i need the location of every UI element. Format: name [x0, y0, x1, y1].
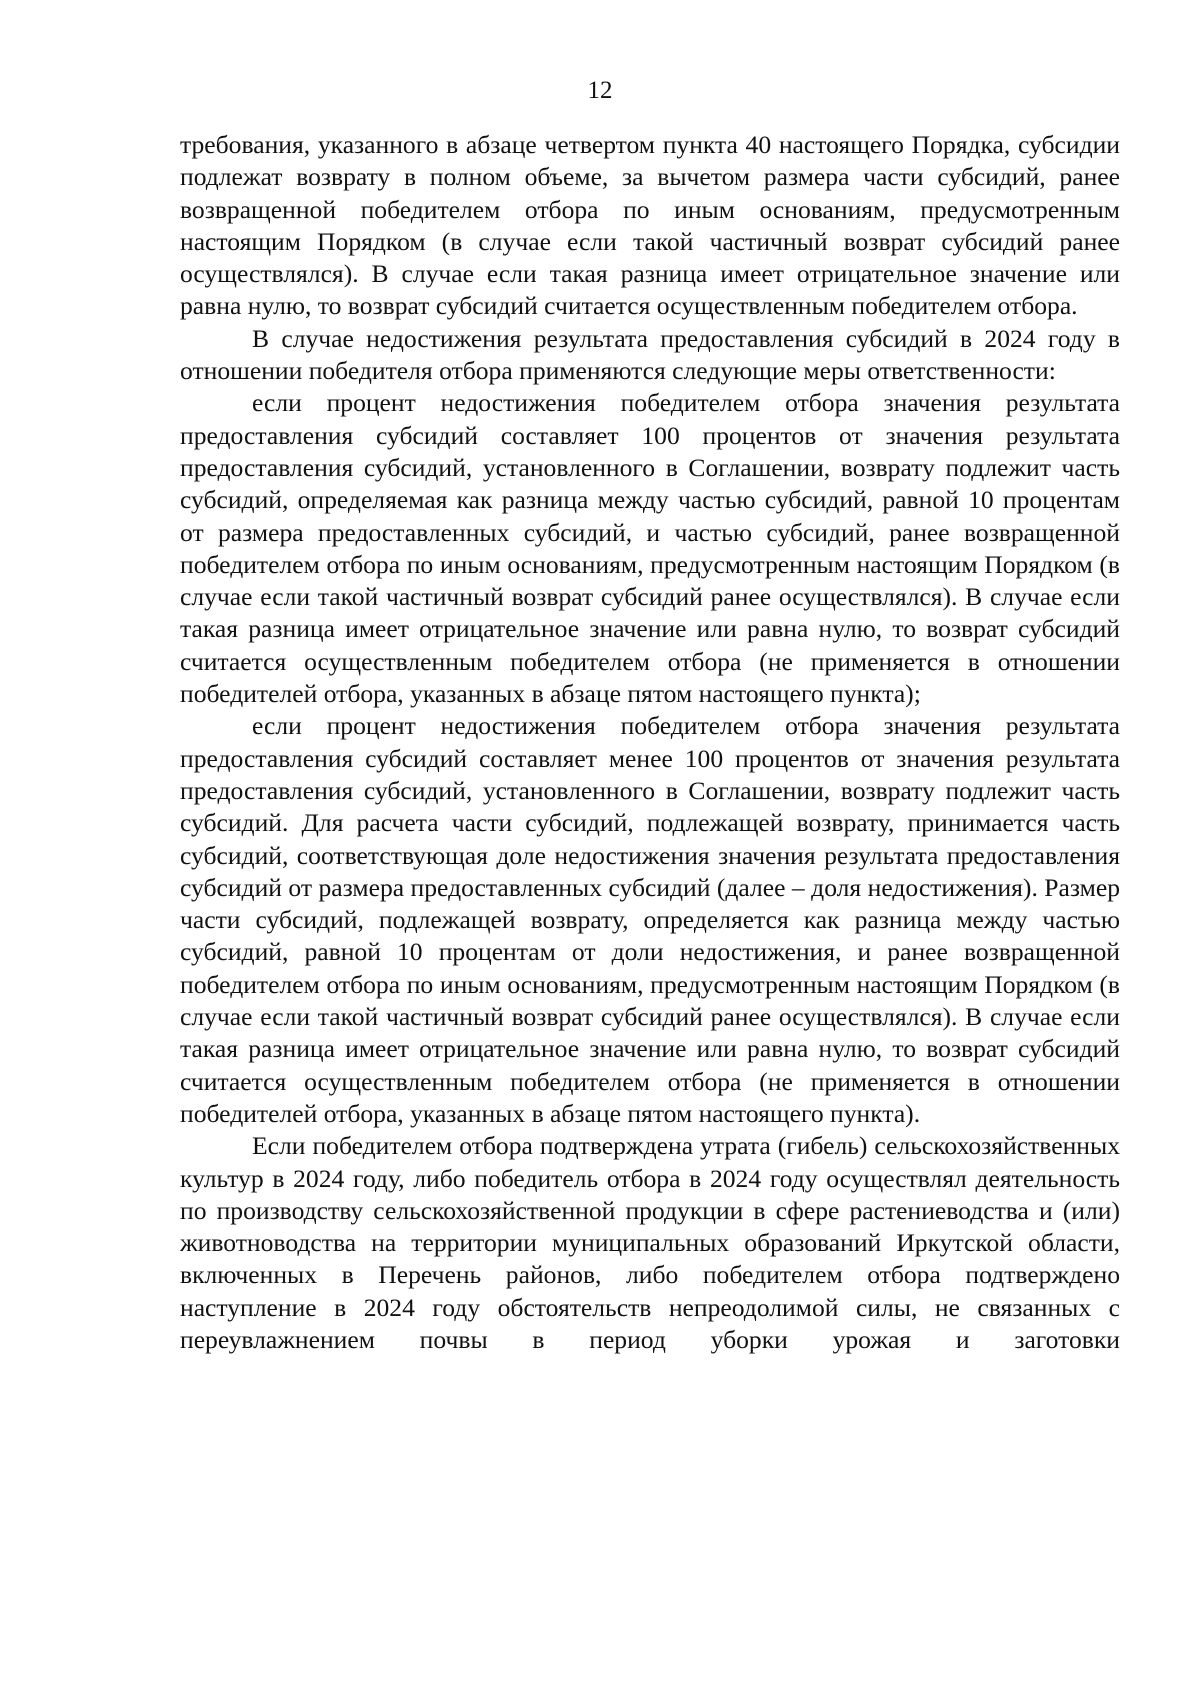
paragraph: если процент недостижения победителем отбора значения результата предоставления субсидий составляет 100 процентов от значения результата предоставления субсидий, установленного в Соглашении, возврату подлежит часть субсидий, определяемая как разница между частью субсидий, равной 10 процентам от размера предоставленных субсидий, и частью субсидий, ранее возвращенной победителем отбора по иным основаниям, предусмотренным настоящим Порядком (в случае если такой частичный возврат субсидий ранее осуществлялся). В случае если такая разница имеет отрицательное значение или равна нулю, то возврат субсидий считается осуществленным победителем отбора (не применяется в отношении победителей отбора, указанных в абзаце пятом настоящего пункта);: [180, 388, 1120, 709]
paragraph: если процент недостижения победителем отбора значения результата предоставления субсидий составляет менее 100 процентов от значения результата предоставления субсидий, установленного в Соглашении, возврату подлежит часть субсидий. Для расчета части субсидий, подлежащей возврату, принимается часть субсидий, соответствующая доле недостижения значения результата предоставления субсидий от размера предоставленных субсидий (далее – доля недостижения). Размер части субсидий, подлежащей возврату, определяется как разница между частью субсидий, равной 10 процентам от доли недостижения, и ранее возвращенной победителем отбора по иным основаниям, предусмотренным настоящим Порядком (в случае если такой частичный возврат субсидий ранее осуществлялся). В случае если такая разница имеет отрицательное значение или равна нулю, то возврат субсидий считается осуществленным победителем отбора (не применяется в отношении победителей отбора, указанных в абзаце пятом настоящего пункта).: [180, 711, 1120, 1128]
paragraph: требования, указанного в абзаце четвертом пункта 40 настоящего Порядка, субсидии подлежат возврату в полном объеме, за вычетом размера части субсидий, ранее возвращенной победителем отбора по иным основаниям, предусмотренным настоящим Порядком (в случае если такой частичный возврат субсидий ранее осуществлялся). В случае если такая разница имеет отрицательное значение или равна нулю, то возврат субсидий считается осуществленным победителем отбора.: [180, 130, 1120, 321]
paragraph: В случае недостижения результата предоставления субсидий в 2024 году в отношении победителя отбора применяются следующие меры ответственности:: [180, 323, 1120, 386]
document-body: [180, 129, 1120, 1356]
paragraph: Если победителем отбора подтверждена утрата (гибель) сельскохозяйственных культур в 2024 году, либо победитель отбора в 2024 году осуществлял деятельность по производству сельскохозяйственной продукции в сфере растениеводства и (или) животноводства на территории муниципальных образований Иркутской области, включенных в Перечень районов, либо победителем отбора подтверждено наступление в 2024 году обстоятельств непреодолимой силы, не связанных с переувлажнением почвы в период уборки урожая и заготовки: [180, 1131, 1120, 1354]
page-number: 12: [587, 77, 613, 104]
